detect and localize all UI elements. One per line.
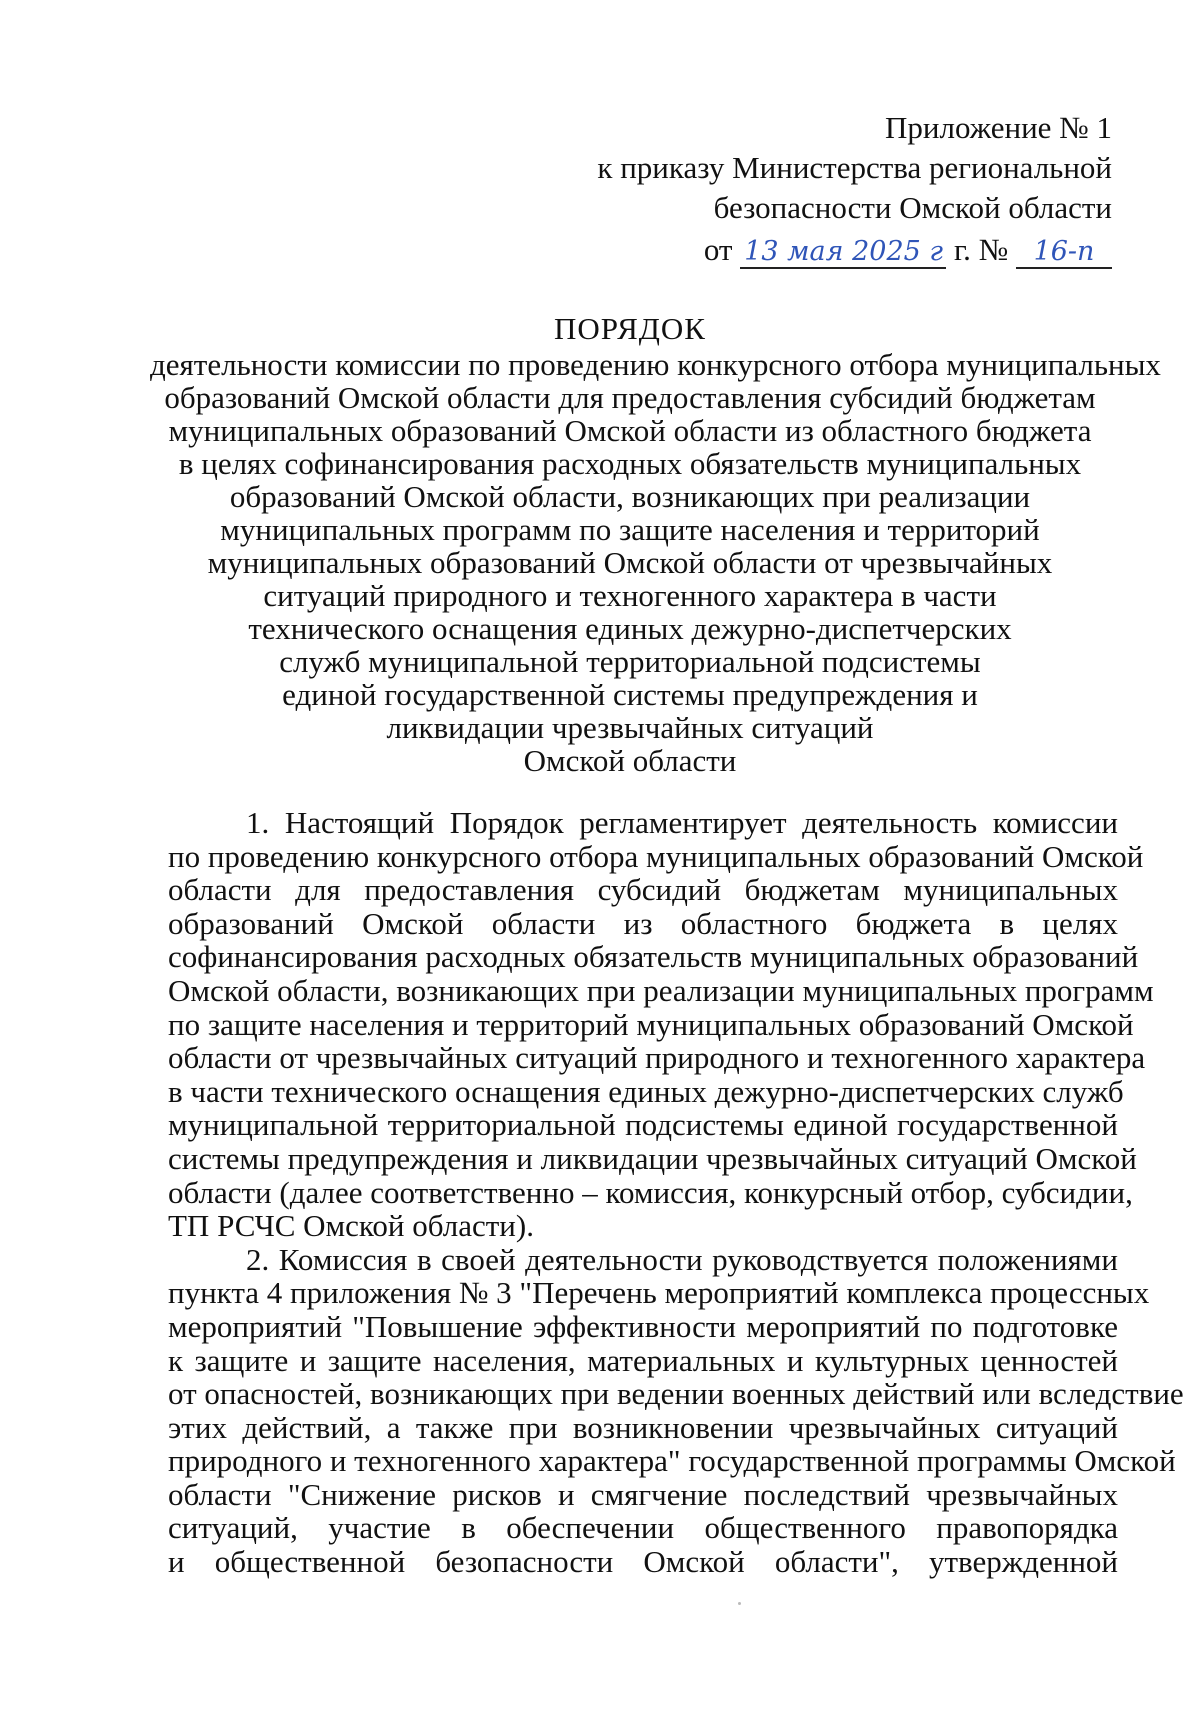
title-line: деятельности комиссии по проведению конкурсного отбора муниципальных (150, 347, 1161, 382)
title-line: муниципальных образований Омской области от чрезвычайных (207, 545, 1053, 580)
paragraph-line: софинансирования расходных обязательств муниципальных образований (168, 939, 1139, 975)
paragraph-line: 1. Настоящий Порядок регламентирует деятельность комиссии (246, 805, 1118, 840)
appendix-label: Приложение № 1 (885, 110, 1112, 145)
order-date-number-line (592, 230, 1112, 270)
paragraph-line: по защите населения и территорий муниципальных образований Омской (168, 1006, 1134, 1042)
number-prefix: г. № (953, 232, 1009, 267)
title-line: муниципальных программ по защите населения и территорий (220, 512, 1040, 547)
title-line: в целях софинансирования расходных обязательств муниципальных (178, 446, 1082, 481)
paragraph-line: Омской области, возникающих при реализации муниципальных программ (168, 972, 1154, 1008)
paragraph-line: 2. Комиссия в своей деятельности руководствуется положениями (246, 1241, 1118, 1277)
paragraph-line: к защите и защите населения, материальных и культурных ценностей (168, 1342, 1118, 1378)
title-line: технического оснащения единых дежурно-диспетчерских (248, 611, 1012, 646)
title-heading: ПОРЯДОК (554, 311, 706, 346)
paragraph-line: в части технического оснащения единых дежурно-диспетчерских служб (168, 1073, 1124, 1109)
paragraph-line: области для предоставления субсидий бюджетам муниципальных (168, 872, 1118, 908)
title-line: единой государственной системы предупреждения и (282, 677, 978, 712)
paragraph-line: ситуаций, участие в обеспечении общественного правопорядка (168, 1510, 1118, 1546)
paragraph-line: области (далее соответственно – комиссия, конкурсный отбор, субсидии, (168, 1174, 1133, 1210)
paragraph-line: и общественной безопасности Омской области", утвержденной (168, 1544, 1118, 1580)
handwritten-number: 16-п (1016, 237, 1112, 269)
paragraph-line: ТП РСЧС Омской области). (168, 1208, 534, 1244)
paragraph-line: образований Омской области из областного бюджета в целях (168, 905, 1118, 941)
appendix-header (592, 108, 1112, 270)
paragraph-line: этих действий, а также при возникновении чрезвычайных ситуаций (168, 1409, 1118, 1445)
paragraph-line: по проведению конкурсного отбора муниципальных образований Омской (168, 838, 1144, 874)
title-line: служб муниципальной территориальной подсистемы (279, 644, 981, 679)
title-line: образований Омской области, возникающих при реализации (229, 479, 1031, 514)
order-line-2: безопасности Омской области (713, 190, 1112, 225)
title-line: ликвидации чрезвычайных ситуаций (386, 710, 874, 745)
paragraph-1 (168, 805, 1154, 1244)
paragraph-line: области от чрезвычайных ситуаций природного и техногенного характера (168, 1040, 1146, 1076)
title-line: ситуаций природного и техногенного характера в части (263, 578, 997, 613)
paragraph-line: природного и техногенного характера" государственной программы Омской (168, 1443, 1176, 1479)
title-line: муниципальных образований Омской области из областного бюджета (168, 413, 1092, 448)
scan-speck (738, 1602, 741, 1605)
paragraph-line: муниципальной территориальной подсистемы единой государственной (168, 1107, 1118, 1143)
document-body (168, 805, 1184, 1580)
prefix-from: от (703, 232, 733, 267)
document-title (150, 311, 1161, 778)
order-line-1: к приказу Министерства региональной (597, 150, 1112, 185)
title-line: образований Омской области для предоставления субсидий бюджетам (164, 380, 1096, 415)
paragraph-2 (168, 1241, 1184, 1580)
title-line: Омской области (523, 743, 737, 778)
paragraph-line: области "Снижение рисков и смягчение последствий чрезвычайных (168, 1476, 1118, 1512)
paragraph-line: мероприятий "Повышение эффективности мероприятий по подготовке (168, 1308, 1118, 1344)
paragraph-line: системы предупреждения и ликвидации чрезвычайных ситуаций Омской (168, 1140, 1137, 1176)
handwritten-date: 13 мая 2025 г (740, 237, 946, 269)
paragraph-line: пункта 4 приложения № 3 "Перечень мероприятий комплекса процессных (168, 1275, 1150, 1311)
paragraph-line: от опасностей, возникающих при ведении военных действий или вследствие (168, 1376, 1184, 1412)
